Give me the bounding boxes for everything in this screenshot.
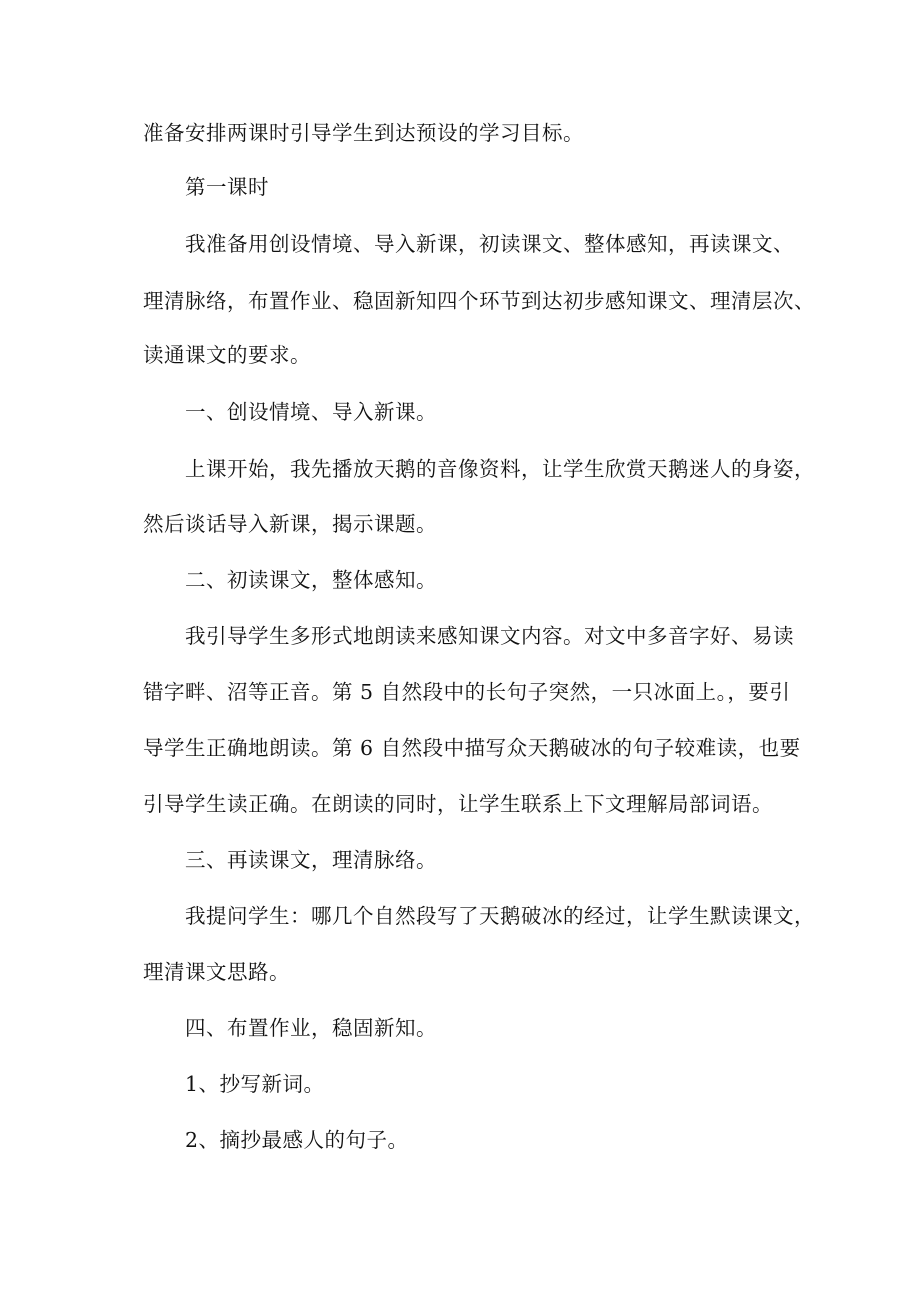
section-heading: 二、初读课文，整体感知。 [185,568,437,592]
text-line: 引导学生读正确。在朗读的同时，让学生联系上下文理解局部词语。 [143,792,773,816]
text-line: 理清课文思路。 [143,960,290,984]
text-line: 读通课文的要求。 [143,343,311,367]
list-item: 2、摘抄最感人的句子。 [185,1128,409,1152]
text-line: 准备安排两课时引导学生到达预设的学习目标。 [143,121,584,145]
section-heading: 一、创设情境、导入新课。 [185,400,437,424]
section-heading: 三、再读课文，理清脉络。 [185,848,437,872]
text-line: 我引导学生多形式地朗读来感知课文内容。对文中多音字好、易读 [185,624,794,648]
list-item: 1、抄写新词。 [185,1072,325,1096]
text-line: 我提问学生：哪几个自然段写了天鹅破冰的经过，让学生默读课文， [185,904,815,928]
text-line: 然后谈话导入新课，揭示课题。 [143,512,437,536]
text-line: 导学生正确地朗读。第 6 自然段中描写众天鹅破冰的句子较难读，也要 [143,736,801,760]
section-heading: 四、布置作业，稳固新知。 [185,1016,437,1040]
text-line: 上课开始，我先播放天鹅的音像资料，让学生欣赏天鹅迷人的身姿， [185,457,815,481]
section-heading: 第一课时 [185,175,269,199]
text-line: 我准备用创设情境、导入新课，初读课文、整体感知，再读课文、 [185,232,794,256]
text-line: 理清脉络，布置作业、稳固新知四个环节到达初步感知课文、理清层次、 [143,289,815,313]
text-line: 错字畔、沼等正音。第 5 自然段中的长句子突然，一只冰面上。，要引 [143,680,791,704]
